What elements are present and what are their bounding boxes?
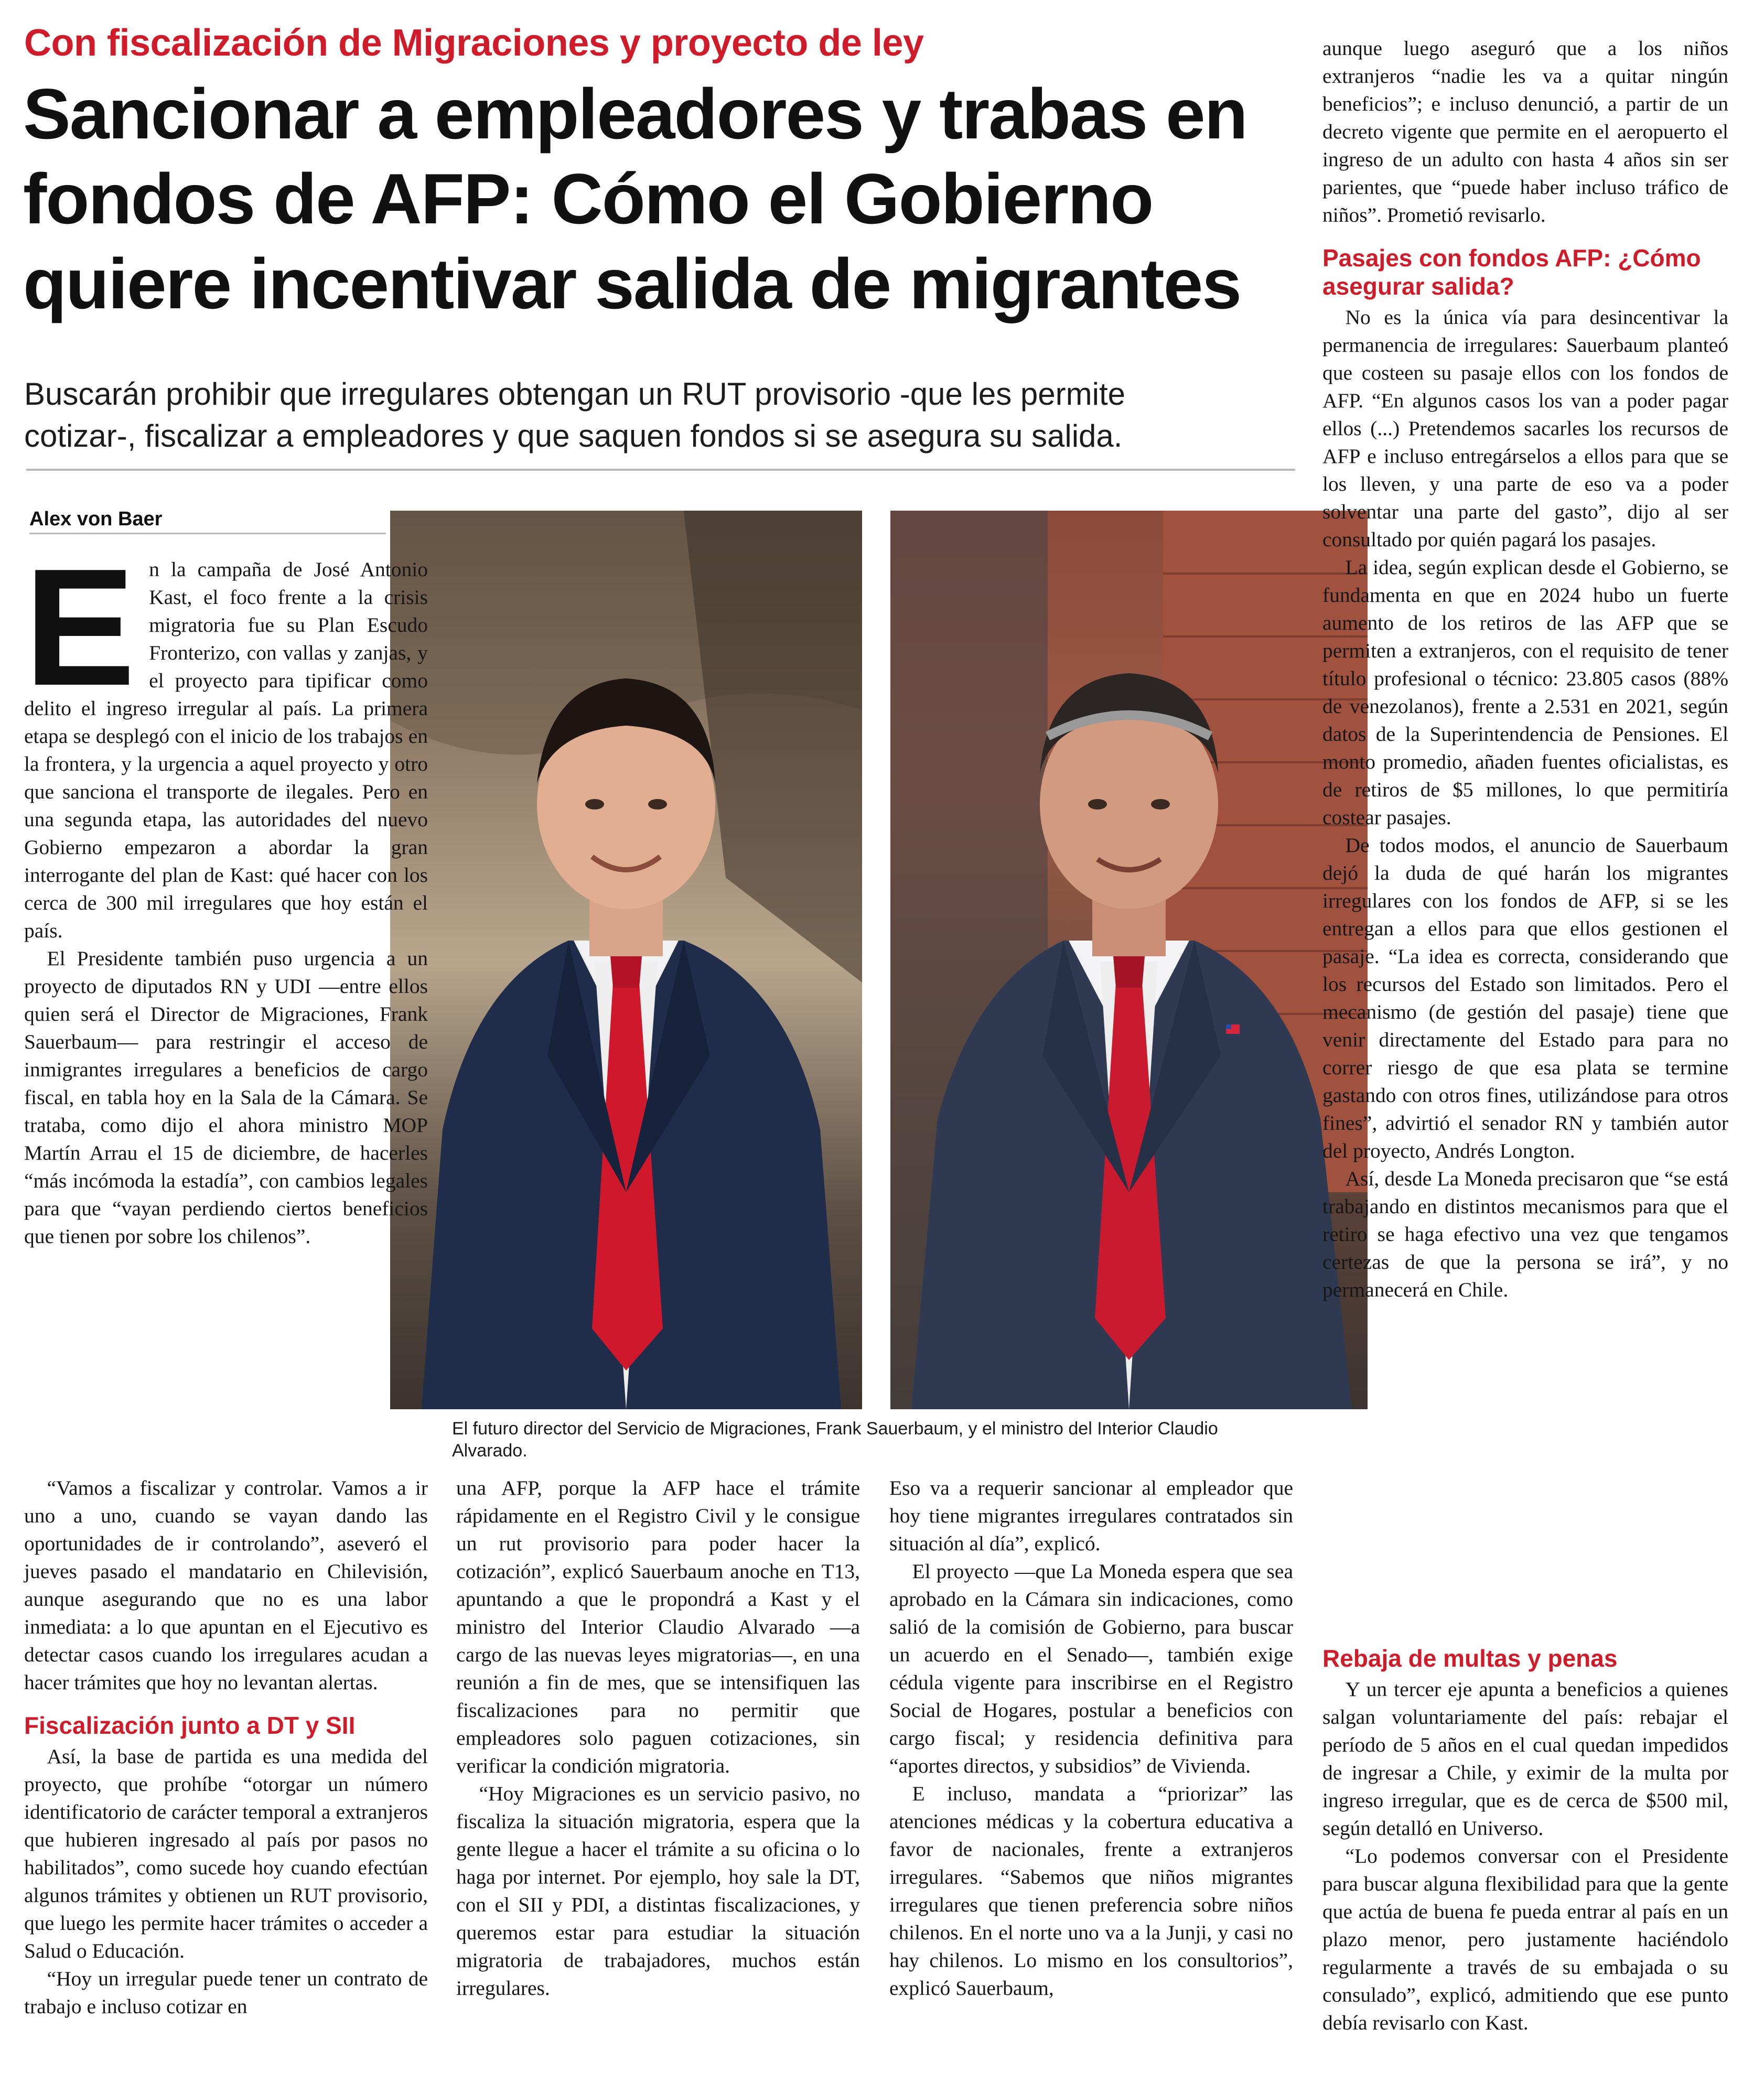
col1-paragraph-5: “Hoy un irregular puede tener un contrato de trabajo e incluso cotizar en — [24, 1967, 428, 2018]
kicker: Con fiscalización de Migraciones y proyecto de ley — [24, 22, 924, 64]
col3-paragraph-3: E incluso, mandata a “priorizar” las atenciones médicas y la cobertura educativa a favor de nacionales, frente a extranjeros irregulares. “Sabemos que niños migrantes irregulares que tienen preferencia sobre niños chilenos. En el norte uno va a la Junji, y casi no hay chilenos. Lo mismo en los consultorios”, explicó Sauerbaum, — [889, 1782, 1293, 2000]
col4-paragraph-7: “Lo podemos conversar con el Presidente para buscar alguna flexibilidad para que la gente que actúa de buena fe pueda entrar al país en un plazo menor, pero justamente haciéndolo regularmente a través de su embajada o su consulado”, explicó, admitiendo que ese punto debía revisarlo con Kast. — [1322, 1844, 1728, 2034]
col4-paragraph-1: aunque luego aseguró que a los niños extranjeros “nadie les va a quitar ningún beneficios”; e incluso denunció, a partir de un decreto vigente que permite en el aeropuerto el ingreso de un adulto con hasta 4 años sin ser parientes, que “puede haber incluso tráfico de niños”. Prometió revisarlo. — [1322, 37, 1728, 226]
deck-line-2: cotizar-, fiscalizar a empleadores y que saquen fondos si se asegura su salida. — [24, 418, 1123, 453]
photo-caption: El futuro director del Servicio de Migraciones, Frank Sauerbaum, y el ministro del Interior Claudio Alvarado. — [452, 1419, 1218, 1461]
column-4-lower — [1322, 1644, 1728, 2037]
deck-line-1: Buscarán prohibir que irregulares obtengan un RUT provisorio -que les permite — [24, 376, 1125, 412]
drop-cap: E — [24, 534, 136, 720]
subheading-rebaja: Rebaja de multas y penas — [1322, 1645, 1618, 1672]
col3-paragraph-2: El proyecto —que La Moneda espera que sea aprobado en la Cámara sin indicaciones, como salió de la comisión de Gobierno, para buscar un acuerdo en el Senado—, también exige cédula vigente para inscribirse en el Registro Social de Hogares, postular a beneficios con cargo fiscal; y residencia definitiva para “aportes directos, y subsidios” de Vivienda. — [889, 1560, 1293, 1777]
headline-line-3: quiere incentivar salida de migrantes — [23, 244, 1241, 323]
col1-paragraph-1: n la campaña de José Antonio Kast, el foco frente a la crisis migratoria fue su Plan Escudo Fronterizo, con vallas y zanjas, y el proyecto para tipificar como delito el ingreso irregular al país. La primera etapa se desplegó con el inicio de los trabajos en la frontera, y la urgencia a aquel proyecto y otro que sanciona el transporte de ilegales. Pero en una segunda etapa, las autoridades del nuevo Gobierno empezaron a abordar la gran interrogante del plan de Kast: qué hacer con los cerca de 300 mil irregulares que hoy están el país. — [24, 558, 428, 942]
headline-line-1: Sancionar a empleadores y trabas en — [23, 74, 1247, 154]
col2-paragraph-2: “Hoy Migraciones es un servicio pasivo, no fiscaliza la situación migratoria, espera que la gente llegue a hacer el trámite a su oficina o lo haga por internet. Por ejemplo, hoy sale la DT, con el SII y PDI, a distintas fiscalizaciones, y queremos estar para estudiar la situación migratoria de trabajadores, muchos están irregulares. — [456, 1782, 860, 2000]
col1-paragraph-3: “Vamos a fiscalizar y controlar. Vamos a ir uno a uno, cuando se vayan dando las oportunidades de ir controlando”, aseveró el jueves pasado el mandatario en Chilevisión, aunque asegurando que no es una labor inmediata: a lo que apuntan en el Ejecutivo es detectar casos cuando los irregulares acudan a hacer trámites que hoy no levantan alertas. — [24, 1476, 428, 1694]
col1-paragraph-4: Así, la base de partida es una medida del proyecto, que prohíbe “otorgar un número identificatorio de carácter temporal a extranjeros que hubieren ingresado al país por pasos no habilitados”, como sucede hoy cuando efectúan algunos trámites y obtienen un RUT provisorio, que luego les permite hacer trámites o acceder a Salud o Educación. — [24, 1745, 428, 1962]
column-4 — [1322, 35, 1728, 1304]
photo-sauerbaum — [390, 511, 862, 1409]
col3-paragraph-1: Eso va a requerir sancionar al empleador que hoy tiene migrantes irregulares contratados sin situación al día”, explicó. — [889, 1476, 1293, 1555]
subheading-fiscalizacion: Fiscalización junto a DT y SII — [24, 1712, 356, 1739]
col4-paragraph-4: De todos modos, el anuncio de Sauerbaum dejó la duda de qué harán los migrantes irregulares con los fondos de AFP, si se les entregan a ellos para que ellos gestionen el pasaje. “La idea es correcta, considerando que los recursos del Estado son limitados. Pero el mecanismo (de gestión del pasaje) tiene que venir directamente del Estado para para no correr riesgo de que esa plata se termine gastando con otros fines, utilizándose para otros fines”, advirtió el senador RN y también autor del proyecto, Andrés Longton. — [1322, 834, 1728, 1162]
photo-alvarado-illustration — [890, 511, 1368, 1409]
col1-paragraph-2: El Presidente también puso urgencia a un proyecto de diputados RN y UDI —entre ellos quien será el Director de Migraciones, Frank Sauerbaum— para restringir el acceso de inmigrantes irregulares a beneficios de cargo fiscal, en tabla hoy en la Sala de la Cámara. Se trataba, como dijo el ahora ministro MOP Martín Arrau el 15 de diciembre, de hacerles “más incómoda la estadía”, con cambios legales para que “vayan perdiendo ciertos beneficios que tienen por sobre los chilenos”. — [24, 947, 428, 1248]
column-1 — [24, 534, 428, 1250]
deck — [24, 373, 1304, 457]
col4-paragraph-3: La idea, según explican desde el Gobierno, se fundamenta en que en 2024 hubo un fuerte aumento de los retiros de las AFP que se permiten a extranjeros, con el requisito de tener título profesional o técnico: 23.805 casos (88% de venezolanos), frente a 2.531 en 2021, según datos de la Superintendencia de Pensiones. El monto promedio, añaden fuentes oficialistas, es de retiros de $5 millones, lo que permitiría costear pasajes. — [1322, 556, 1728, 829]
col4-paragraph-5: Así, desde La Moneda precisaron que “se está trabajando en distintos mecanismos para que el retiro se haga efectivo una vez que tengamos certezas de que la persona se irá”, y no permanecerá en Chile. — [1322, 1167, 1728, 1301]
photo-sauerbaum-illustration — [390, 511, 862, 1409]
deck-divider — [26, 469, 1295, 471]
headline-line-2: fondos de AFP: Cómo el Gobierno — [23, 159, 1153, 239]
column-3 — [889, 1474, 1293, 2002]
col2-paragraph-1: una AFP, porque la AFP hace el trámite rápidamente en el Registro Civil y le consigue un rut provisorio para poder hacer la cotización”, explicó Sauerbaum anoche en T13, apuntando a que le propondrá a Kast y el ministro del Interior Claudio Alvarado —a cargo de las nuevas leyes migratorias—, en una reunión a fin de mes, que se intensifiquen las fiscalizaciones para no permitir que empleadores solo paguen cotizaciones, sin verificar la condición migratoria. — [456, 1476, 860, 1777]
headline — [23, 71, 1313, 326]
col4-paragraph-2: No es la única vía para desincentivar la permanencia de irregulares: Sauerbaum planteó que costeen su pasaje ellos con los fondos de AFP. “En algunos casos los van a poder pagar ellos (...) Pretendemos sacarles los recursos de AFP e incluso entregárselos a ellos para que se los lleven, y una parte de eso va a poder solventar una parte del gasto”, dijo al ser consultado por quién pagará los pasajes. — [1322, 306, 1728, 551]
column-1-lower — [24, 1474, 428, 2021]
subheading-pasajes: Pasajes con fondos AFP: ¿Cómo asegurar salida? — [1322, 244, 1701, 300]
column-2 — [456, 1474, 860, 2002]
byline: Alex von Baer — [29, 508, 163, 530]
col4-paragraph-6: Y un tercer eje apunta a beneficios a quienes salgan voluntariamente del país: rebajar el período de 5 años en el cual quedan impedidos de ingresar a Chile, y eximir de la multa por ingreso irregular, que es de cerca de $500 mil, según detalló en Universo. — [1322, 1678, 1728, 1840]
photo-alvarado — [890, 511, 1368, 1409]
